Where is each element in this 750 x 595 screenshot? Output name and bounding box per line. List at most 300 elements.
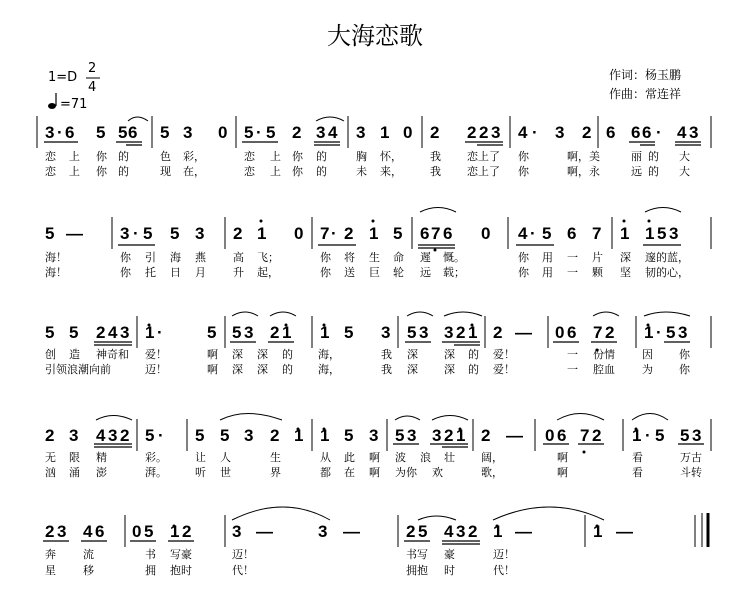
lyric: 用 (542, 251, 553, 264)
slur (632, 414, 668, 421)
lyric: 日 (170, 266, 181, 279)
note: 5 (145, 426, 155, 445)
lyric: 引 (145, 251, 156, 264)
lyric: 你 (320, 251, 331, 264)
note: 3 (318, 522, 328, 541)
note: 4 (108, 323, 118, 342)
note: 3 (689, 123, 699, 142)
lyric: 啊 (557, 466, 568, 479)
lyric: 斗转 (680, 466, 702, 479)
note: — (256, 522, 273, 541)
lyric: 啊 (369, 466, 380, 479)
lyric: 啊 (369, 451, 380, 464)
note: 3 (692, 426, 702, 445)
note: 2 (444, 426, 454, 445)
lyric: 代！ (232, 564, 254, 577)
lyric: 现 (160, 165, 171, 178)
lyric: 海， (318, 363, 340, 376)
note: 5 (680, 426, 690, 445)
note: 5 (96, 123, 106, 142)
lyric: 啊，美 (567, 150, 600, 163)
note: 1 (593, 522, 603, 541)
lyric: 壮 (444, 451, 455, 464)
lyric: 在 (344, 466, 355, 479)
slur (407, 312, 433, 316)
note: 3 (444, 323, 454, 342)
note: 0 (132, 522, 142, 541)
lyric: 将 (344, 251, 355, 264)
lyric: 慨。 (443, 251, 465, 264)
note: 7 (431, 224, 441, 243)
lyric: 我 (381, 363, 392, 376)
note: 3 (555, 123, 565, 142)
note: 1 (170, 522, 180, 541)
slur (557, 414, 604, 421)
note: 3 (45, 123, 55, 142)
lyricist-credit: 作词：杨玉鹏 (609, 68, 682, 82)
lyric: 人 (220, 451, 231, 464)
lyric: 高 (233, 251, 244, 264)
lyric: 移 (83, 564, 94, 577)
lyric: 深 (444, 363, 455, 376)
lyric: 深 (257, 348, 268, 361)
note: 6 (443, 224, 453, 243)
note: 5 (418, 522, 428, 541)
note: · (532, 123, 538, 142)
note: 3 (669, 224, 679, 243)
note: 5 (266, 123, 276, 142)
lyric: 在， (183, 165, 205, 178)
lyric: 无 (45, 451, 56, 464)
note: · (158, 426, 164, 445)
lyric: 的 (118, 150, 129, 163)
lyric: 色 (160, 150, 171, 163)
note: 2 (182, 522, 192, 541)
note: 1 (369, 224, 379, 243)
lyric: 拥 (145, 564, 156, 577)
note: 6 (606, 123, 616, 142)
lyric: 托 (145, 266, 156, 279)
slur (128, 117, 148, 121)
lyric: 我 (430, 150, 441, 163)
note: 5 (542, 224, 552, 243)
lyric: 大 (679, 150, 690, 163)
note: 5 (393, 224, 403, 243)
lyric: 恋上了 (467, 165, 500, 178)
lyric: 坚 (620, 266, 631, 279)
note: 2 (467, 123, 477, 142)
lyric: 恋 (45, 165, 56, 178)
lyric: 你 (96, 165, 107, 178)
lyric: 邃的蓝， (645, 251, 689, 264)
lyric: 送 (344, 266, 355, 279)
lyric: 你 (518, 251, 529, 264)
lyric: 时 (444, 564, 455, 577)
lyric: 你 (120, 266, 131, 279)
note: 1 (620, 224, 630, 243)
tempo-marking: =71 (60, 97, 88, 112)
lyric: 一 (567, 348, 578, 361)
slur (270, 312, 296, 316)
lyric: 丽 (631, 150, 642, 163)
lyric: 你 (518, 165, 529, 178)
lyric: 拥抱 (406, 564, 428, 577)
lyric: 你 (320, 266, 331, 279)
note: 5 (69, 323, 79, 342)
note: 3 (244, 426, 254, 445)
lyric: 啊 (557, 451, 568, 464)
note: 4 (96, 426, 106, 445)
lyric: 深 (407, 348, 418, 361)
note: 1 (257, 224, 267, 243)
note: 0 (294, 224, 304, 243)
note: 2 (468, 522, 478, 541)
note: 5 (170, 224, 180, 243)
lyric: 创 (45, 348, 56, 361)
lyric: 海！ (45, 251, 67, 264)
lyric: 生 (369, 251, 380, 264)
note: 4 (518, 224, 528, 243)
lyric: 深 (232, 348, 243, 361)
lyric: 从 (320, 451, 331, 464)
lyric: 腔血 (593, 363, 615, 376)
note: — (515, 522, 532, 541)
lyric: 用 (542, 266, 553, 279)
note: · (256, 123, 262, 142)
note: 7 (593, 323, 603, 342)
note: 5 (207, 323, 217, 342)
note: — (506, 426, 523, 445)
lyric: 你 (96, 150, 107, 163)
lyric: 奔 (45, 548, 56, 561)
note: 3 (678, 323, 688, 342)
note: 3 (369, 426, 379, 445)
note: 3 (232, 522, 242, 541)
note: 3 (432, 426, 442, 445)
note: 1 (320, 323, 330, 342)
note: — (343, 522, 360, 541)
note: 5 (220, 426, 230, 445)
lyric: 为 (642, 363, 653, 376)
lyric: 浪 (420, 451, 431, 464)
slur (432, 416, 468, 421)
lyric: 深 (407, 363, 418, 376)
note: 2 (96, 323, 106, 342)
slur (444, 312, 482, 316)
lyric: 你 (518, 150, 529, 163)
note: 1 (320, 426, 330, 445)
lyric: 恋 (45, 150, 56, 163)
lyric: 命 (393, 251, 404, 264)
lyric: 啊 (207, 363, 218, 376)
note: 5 (657, 224, 667, 243)
lyric: 迈！ (145, 363, 167, 376)
note: — (515, 323, 532, 342)
lyric: 你 (292, 165, 303, 178)
note: · (530, 224, 536, 243)
lyric: 写豪 (170, 548, 192, 561)
note: 5 (232, 323, 242, 342)
note: 6 (567, 224, 577, 243)
note: 5 (666, 323, 676, 342)
note: 1 (644, 323, 654, 342)
lyric: 深 (232, 363, 243, 376)
lyric: 颗 (592, 266, 603, 279)
note: 2 (493, 323, 503, 342)
slur (418, 516, 456, 520)
note: 5 (160, 123, 170, 142)
lyric: 巨 (369, 266, 380, 279)
note: 7 (592, 224, 602, 243)
lyric: 为你 (395, 466, 417, 479)
lyric: 韧的心， (645, 266, 689, 279)
note: 3 (244, 323, 254, 342)
lyric: 遲 (420, 251, 431, 264)
note: 3 (195, 224, 205, 243)
lyric: 涌 (69, 466, 80, 479)
note: 3 (407, 426, 417, 445)
lyric: 啊，永 (567, 165, 600, 178)
lyric: 片 (592, 251, 603, 264)
lyric: 的 (648, 150, 659, 163)
lyric: 上 (270, 165, 281, 178)
lyric: 啊 (207, 348, 218, 361)
lyric: 爱！ (493, 348, 515, 361)
note: 5 (407, 323, 417, 342)
lyric: 你 (679, 348, 690, 361)
note: 1 (294, 426, 304, 445)
lyric: 欢 (432, 466, 443, 479)
underlines (43, 142, 704, 544)
lyric: 彩， (183, 150, 205, 163)
lyric: 的 (468, 363, 479, 376)
lyric: 你 (679, 363, 690, 376)
note: 3 (491, 123, 501, 142)
note: 1 (632, 426, 642, 445)
lyric: 的 (468, 348, 479, 361)
note: 3 (381, 323, 391, 342)
note: 1 (282, 323, 292, 342)
note: 1 (493, 522, 503, 541)
note: 2 (45, 522, 55, 541)
lyric: 此 (344, 451, 355, 464)
time-signature-bottom: 4 (88, 80, 97, 95)
note: 6 (567, 323, 577, 342)
lyric: 波 (395, 451, 406, 464)
lyric: 书 (145, 548, 156, 561)
tie (493, 507, 604, 520)
slur (644, 312, 690, 316)
lyric: 歌， (481, 466, 503, 479)
lyric: 世 (220, 466, 231, 479)
lyric: 迈！ (232, 548, 254, 561)
note: 0 (481, 224, 491, 243)
slur (593, 312, 619, 316)
lyric: 我 (381, 348, 392, 361)
lyric: 恋上了 (467, 150, 500, 163)
note: 7 (580, 426, 590, 445)
note: 6 (65, 123, 75, 142)
lyric: 流 (83, 548, 94, 561)
lyric: 的 (118, 165, 129, 178)
lyric: 的 (282, 348, 293, 361)
note: 5 (195, 426, 205, 445)
lyric: 界 (270, 466, 281, 479)
lyric: 怀， (380, 150, 402, 163)
lyric: 代！ (493, 564, 515, 577)
note: 2 (430, 123, 440, 142)
note: 5 (45, 323, 55, 342)
lyric: 迈！ (493, 548, 515, 561)
lyric: 神奇和 (96, 348, 129, 361)
key-signature: 1=D (48, 70, 78, 85)
lyric: 星 (45, 564, 56, 577)
slur (645, 208, 681, 213)
lyric: 恋 (244, 165, 255, 178)
lyric: 上 (69, 150, 80, 163)
lyric: 胸 (356, 150, 367, 163)
lyric: 燕 (195, 251, 206, 264)
note: 2 (605, 323, 615, 342)
lyric: 的 (316, 165, 327, 178)
note: 5 (344, 323, 354, 342)
note: · (645, 426, 651, 445)
note: 5 (395, 426, 405, 445)
note: 2 (481, 426, 491, 445)
lyric: 大 (679, 165, 690, 178)
lyric: 一 (567, 251, 578, 264)
note: 3 (456, 522, 466, 541)
note: 6 (128, 123, 138, 142)
lyric: 深 (257, 363, 268, 376)
note: 2 (456, 323, 466, 342)
note: 0 (555, 323, 565, 342)
lyric: 抱时 (170, 564, 192, 577)
slur (96, 416, 132, 421)
lyric: 份情 (593, 348, 615, 361)
lyric: 汹 (45, 466, 56, 479)
note: 2 (270, 323, 280, 342)
note: 5 (244, 123, 254, 142)
note: 3 (120, 323, 130, 342)
note: 3 (120, 224, 130, 243)
note: 6 (420, 224, 430, 243)
quarter-note-icon (48, 93, 56, 109)
note: 2 (120, 426, 130, 445)
lyric: 因 (642, 348, 653, 361)
slur (220, 414, 282, 421)
note: 7 (320, 224, 330, 243)
tie (232, 507, 330, 520)
note: 2 (292, 123, 302, 142)
lyric: 的 (316, 150, 327, 163)
note: · (331, 224, 337, 243)
note: 3 (356, 123, 366, 142)
note: 1 (145, 323, 155, 342)
note: 3 (419, 323, 429, 342)
note: 2 (233, 224, 243, 243)
lyric: 的 (648, 165, 659, 178)
note: 6 (95, 522, 105, 541)
time-signature-top: 2 (88, 61, 97, 76)
note: 5 (144, 522, 154, 541)
lyric: 你 (292, 150, 303, 163)
lyric: 海 (170, 251, 181, 264)
note: 3 (57, 522, 67, 541)
lyric: 都 (320, 466, 331, 479)
composer-credit: 作曲：常连祥 (609, 87, 682, 101)
note: 5 (45, 224, 55, 243)
note: 2 (406, 522, 416, 541)
note: 4 (518, 123, 528, 142)
note: · (157, 323, 163, 342)
note: 5 (655, 426, 665, 445)
lyric: 湃。 (145, 466, 167, 479)
lyric: 豪 (444, 548, 455, 561)
lyric: 生 (270, 451, 281, 464)
note: 1 (645, 224, 655, 243)
slur (232, 312, 258, 316)
note: 0 (218, 123, 228, 142)
note: — (616, 522, 633, 541)
lyric: 一 (567, 363, 578, 376)
slur (316, 117, 344, 121)
lyric: 书写 (406, 548, 428, 561)
lyric: 你 (518, 266, 529, 279)
note: 2 (270, 426, 280, 445)
note: — (66, 224, 83, 243)
note: 3 (108, 426, 118, 445)
lyric: 一 (567, 266, 578, 279)
note: 6 (557, 426, 567, 445)
lyric: 看 (632, 451, 643, 464)
lyric: 深 (444, 348, 455, 361)
lyric: 来， (380, 165, 402, 178)
lyric: 你 (120, 251, 131, 264)
lyric: 万古 (680, 451, 702, 464)
slur (395, 416, 420, 420)
note: 1 (456, 426, 466, 445)
note: · (656, 323, 662, 342)
lyric: 海！ (45, 266, 67, 279)
note: 3 (183, 123, 193, 142)
lyric: 上 (69, 165, 80, 178)
lyric: 远 (631, 165, 642, 178)
note: 3 (69, 426, 79, 445)
note: · (57, 123, 63, 142)
lyric: 轮 (393, 266, 404, 279)
lyric: 恋 (244, 150, 255, 163)
note: 2 (592, 426, 602, 445)
note: 0 (545, 426, 555, 445)
note: 2 (344, 224, 354, 243)
lyric: 让 (195, 451, 206, 464)
lyric: 爱！ (493, 363, 515, 376)
lyric: 听 (195, 466, 206, 479)
lyric: 上 (270, 150, 281, 163)
note: 6 (642, 123, 652, 142)
lyric: 月 (195, 266, 206, 279)
lyric: 引领浪潮向前 (45, 363, 111, 376)
note: 3 (316, 123, 326, 142)
lyric: 精 (96, 451, 107, 464)
lyric: 飞； (257, 251, 279, 264)
note: 6 (631, 123, 641, 142)
note: 4 (444, 522, 454, 541)
lyric: 升 (233, 266, 244, 279)
note: 2 (582, 123, 592, 142)
note: 5 (344, 426, 354, 445)
